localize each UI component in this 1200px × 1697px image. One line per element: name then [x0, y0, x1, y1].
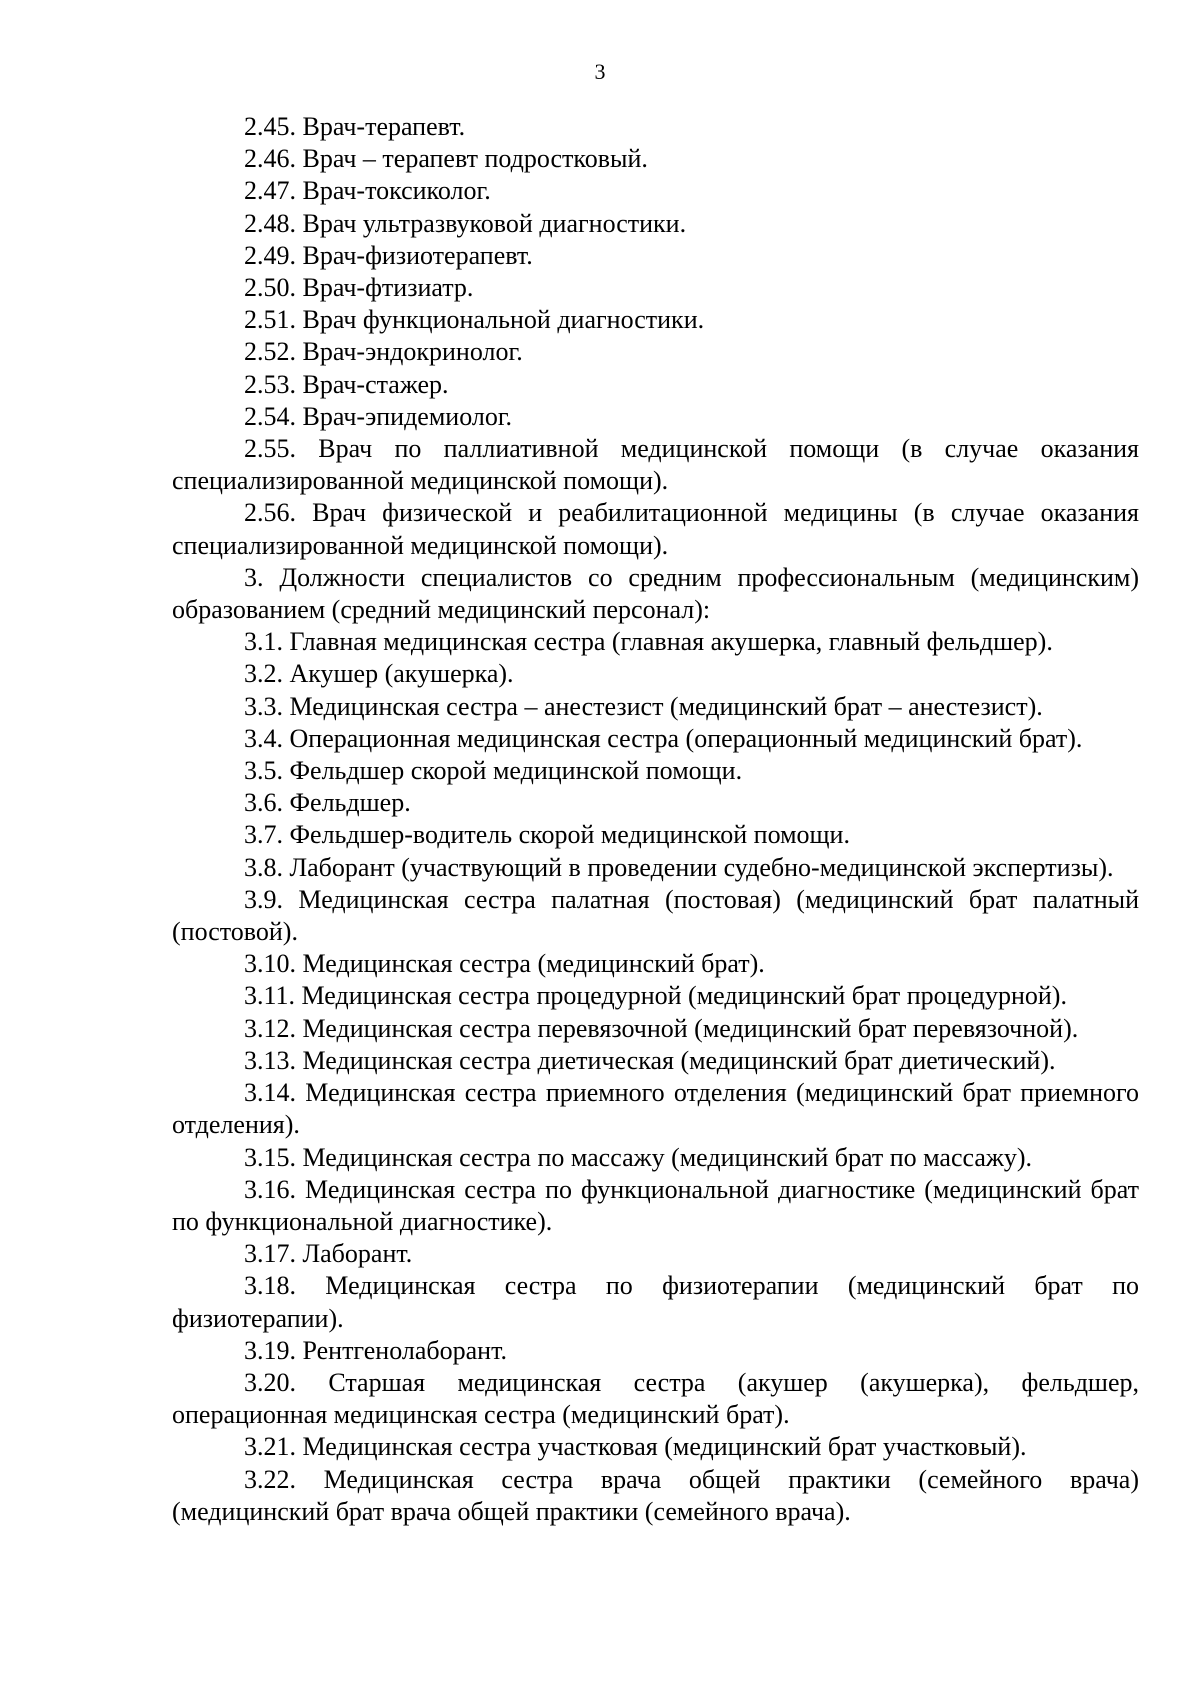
list-item: 2.51. Врач функциональной диагностики. [244, 305, 705, 335]
list-item: 2.52. Врач-эндокринолог. [244, 337, 523, 367]
list-item: 3.17. Лаборант. [244, 1239, 413, 1269]
list-item: 3.8. Лаборант (участвующий в проведении судебно-медицинской экспертизы). [244, 852, 1114, 882]
list-item: 2.47. Врач-токсиколог. [244, 176, 491, 206]
list-item: 3.11. Медицинская сестра процедурной (медицинский брат процедурной). [244, 981, 1067, 1011]
list-item: 2.45. Врач-терапевт. [244, 112, 466, 141]
list-item: 3.10. Медицинская сестра (медицинский брат). [244, 949, 765, 979]
list-item: 2.49. Врач-физиотерапевт. [244, 240, 533, 270]
list-item: 2.53. Врач-стажер. [244, 369, 449, 399]
list-item: 3.12. Медицинская сестра перевязочной (медицинский брат перевязочной). [244, 1013, 1079, 1043]
list-item: 3.1. Главная медицинская сестра (главная акушерка, главный фельдшер). [244, 627, 1053, 657]
list-item: 2.46. Врач – терапевт подростковый. [244, 144, 648, 174]
list-item: 2.48. Врач ультразвуковой диагностики. [244, 208, 687, 238]
list-item: 3.5. Фельдшер скорой медицинской помощи. [244, 756, 743, 786]
list-item: 2.55. Врач по паллиативной медицинской помощи (в случае оказания специализированной медицинской помощи). [172, 434, 1139, 496]
list-item: 2.50. Врач-фтизиатр. [244, 273, 474, 303]
list-item: 3.19. Рентгенолаборант. [244, 1335, 507, 1365]
list-item: 3.14. Медицинская сестра приемного отделения (медицинский брат приемного отделения). [172, 1078, 1139, 1140]
list-item: 3.22. Медицинская сестра врача общей практики (семейного врача) (медицинский брат врача общей практики (семейного врача). [172, 1464, 1139, 1526]
list-item: 3.20. Старшая медицинская сестра (акушер (акушерка), фельдшер, операционная медицинская сестра (медицинский брат). [172, 1367, 1139, 1430]
list-item: 3.6. Фельдшер. [244, 788, 411, 818]
list-item: 3.18. Медицинская сестра по физиотерапии (медицинский брат по физиотерапии). [172, 1271, 1139, 1333]
list-item: 2.56. Врач физической и реабилитационной медицины (в случае оказания специализированной медицинской помощи). [172, 498, 1139, 560]
page-number: 3 [594, 59, 606, 84]
list-item: 3.13. Медицинская сестра диетическая (медицинский брат диетический). [244, 1045, 1056, 1075]
list-item: 3.15. Медицинская сестра по массажу (медицинский брат по массажу). [244, 1142, 1033, 1172]
list-item: 3.7. Фельдшер-водитель скорой медицинской помощи. [244, 820, 850, 850]
section-heading: 3. Должности специалистов со средним профессиональным (медицинским) образованием (средний медицинский персонал): [172, 562, 1139, 625]
list-item: 3.4. Операционная медицинская сестра (операционный медицинский брат). [244, 723, 1083, 753]
list-item: 2.54. Врач-эпидемиолог. [244, 401, 513, 431]
list-item: 3.21. Медицинская сестра участковая (медицинский брат участковый). [244, 1432, 1027, 1462]
list-item: 3.16. Медицинская сестра по функциональной диагностике (медицинский брат по функциональной диагностике). [172, 1174, 1139, 1236]
position-list [172, 111, 1139, 1528]
list-item: 3.2. Акушер (акушерка). [244, 659, 514, 689]
list-item: 3.9. Медицинская сестра палатная (постовая) (медицинский брат палатный (постовой). [172, 884, 1139, 947]
list-item: 3.3. Медицинская сестра – анестезист (медицинский брат – анестезист). [244, 691, 1043, 721]
